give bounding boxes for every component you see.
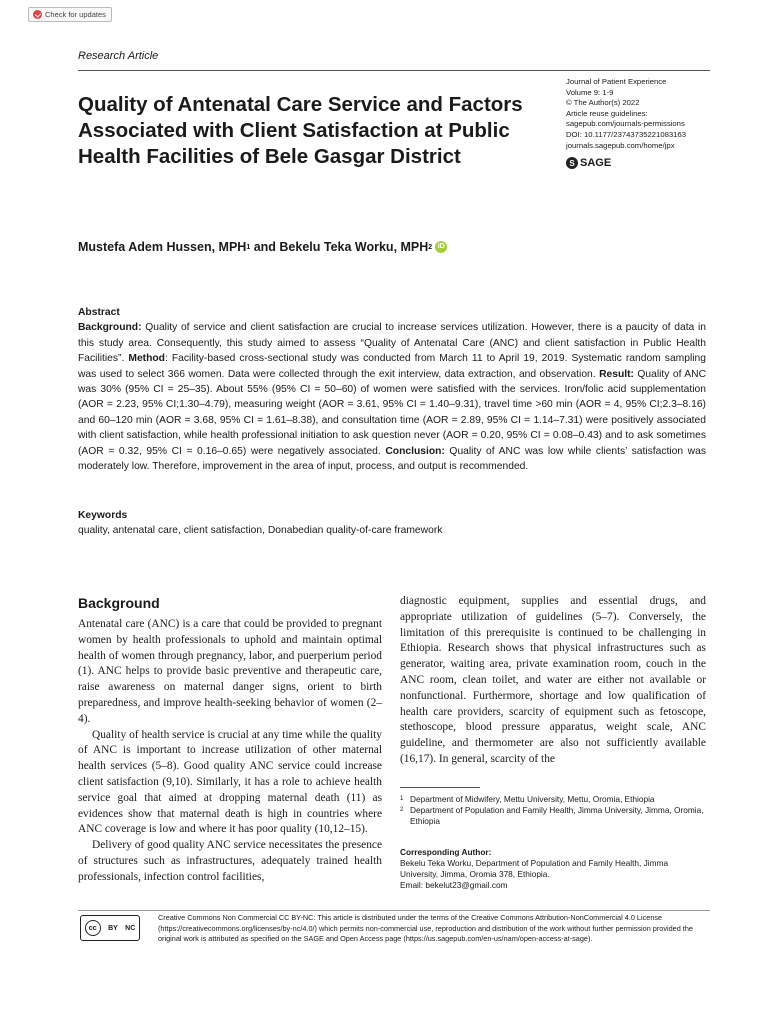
- affiliations: [400, 794, 706, 827]
- header-divider: [78, 70, 710, 71]
- paragraph: Quality of health service is crucial at any time while the quality of ANC is important to increase utilization of other maternal health services (5–8). Good quality ANC service could increase client satisfaction (9,10). Similarly, it has a role to achieve health service goal that aimed at dropping maternal death (11) as evidences show that maternal death is high in countries where ANC coverage is low and where it has poor quality (10,12–15).: [78, 728, 382, 836]
- background-heading: Background: [78, 595, 160, 611]
- corresponding-heading: Corresponding Author:: [400, 847, 492, 857]
- sage-icon: S: [566, 157, 578, 169]
- abstract-method-text: : Facility-based cross-sectional study was conducted from March 11 to April 19, 2019. Systematic random sampling was used to select 366 women. Data were collected through the exit interview, data extraction, and observation.: [78, 353, 706, 380]
- keywords-heading: Keywords: [78, 510, 128, 521]
- copyright: © The Author(s) 2022: [566, 98, 640, 108]
- journal-volume: Volume 9: 1-9: [566, 87, 614, 97]
- abstract-result-label: Result:: [599, 368, 634, 380]
- orcid-icon[interactable]: iD: [435, 241, 447, 253]
- abstract-heading: Abstract: [78, 307, 120, 318]
- publisher-name: SAGE: [580, 157, 612, 169]
- cc-icon: cc: [85, 920, 101, 936]
- paragraph: Delivery of good quality ANC service necessitates the presence of structures such as infrastructures, adequately trained health professionals, infection control facilities,: [78, 839, 382, 883]
- corresponding-author: [400, 847, 706, 891]
- sage-logo: [566, 157, 611, 169]
- affiliation-number: 1: [400, 796, 404, 802]
- paragraph: diagnostic equipment, supplies and essential drugs, and appropriate utilization of guidelines (5–7). Conversely, the limitation of this prerequisite is continued to be challenging in Ethiopia. Research shows that physical infrastructures such as generator, waiting area, private examination room, couch in the ANC room, clean toilet, and water are either not available or nonfunctional. Furthermore, shortage and low qualification of health care providers, scarcity of equipment such as fetoscope, stethoscope, blood pressure apparatus, weight scale, ANC guideline, and thermometer are also not sufficiently available (16,17). In general, scarcity of the: [400, 595, 706, 765]
- paper-title: Quality of Antenatal Care Service and Factors Associated with Client Satisfaction at Public Health Facilities of Bele Gasgar District: [78, 93, 523, 168]
- body-column-right: [400, 594, 706, 768]
- abstract-result-text: Quality of ANC was 30% (95% CI = 25–35). About 55% (95% CI = 50–60) of women were satisfied with the services. Iron/folic acid supplementation (AOR = 2.23, 95% CI;1.30–4.79), measuring weight (AOR = 3.61, 95% CI = 1.40–9.31), travel time >60 min (AOR = 4, 95% CI;2.3–8.16) and 60–120 min (AOR = 3.68, 95% CI = 1.61–8.38), and consultation time (AOR = 2.89, 95% CI = 1.14–7.31) were positively associated with client satisfaction, while health professional initiation to ask question never (AOR = 0.20, 95% CI = 0.08–0.43) and to ask sometimes (AOR = 0.32, 95% CI = 0.16–0.65) were negatively associated.: [78, 368, 707, 457]
- cc-by-nc-logo: [80, 915, 140, 941]
- corresponding-text: Bekelu Teka Worku, Department of Population and Family Health, Jimma University, Jimma, Oromia 378, Ethiopia.: [400, 858, 669, 879]
- nc-label: NC: [125, 924, 136, 932]
- corresponding-email[interactable]: Email: bekelut23@gmail.com: [400, 880, 508, 890]
- journal-info: [566, 77, 686, 151]
- affiliation-text: Department of Midwifery, Mettu University, Mettu, Oromia, Ethiopia: [410, 794, 655, 804]
- abstract-body: [78, 320, 706, 474]
- check-updates-label: Check for updates: [45, 10, 106, 19]
- author-2: Bekelu Teka Worku, MPH: [279, 240, 429, 254]
- article-type: Research Article: [78, 50, 159, 62]
- paragraph: Antenatal care (ANC) is a care that could be provided to pregnant women by health professionals to uphold and maintain optimal health of women through pregnancy, labor, and puerperium period (1). ANC helps to provide basic preventive and therapeutic care, raise awareness on maternal danger signs, orient to birth preparedness, and improve health-seeking behavior of women (2–4).: [78, 618, 382, 725]
- reuse-guidelines: Article reuse guidelines:: [566, 108, 648, 118]
- abstract-conclusion-label: Conclusion:: [385, 445, 445, 457]
- affiliation-text: Department of Population and Family Health, Jimma University, Jimma, Oromia, Ethiopia: [410, 805, 704, 826]
- affiliation: [400, 805, 706, 827]
- affiliation: [400, 794, 706, 805]
- author-2-affil: 2: [428, 243, 433, 251]
- abstract-method-label: Method: [128, 353, 165, 365]
- abstract-background-label: Background:: [78, 322, 142, 334]
- by-label: BY: [108, 924, 118, 932]
- reuse-link[interactable]: sagepub.com/journals-permissions: [566, 119, 685, 129]
- keywords-text: quality, antenatal care, client satisfaction, Donabedian quality-of-care framework: [78, 525, 443, 537]
- author-and: and: [250, 240, 280, 254]
- license-text: Creative Commons Non Commercial CC BY-NC: This article is distributed under the terms of the Creative Commons Attribution-NonCommercial 4.0 License (https://creativecommons.org/licenses/by-nc/4.0/) which permits non-commercial use, reproduction and distribution of the work without further permission provided the original work is attributed as specified on the SAGE and Open Access page (https://us.sagepub.com/en-us/nam/open-access-at-sage).: [158, 913, 693, 943]
- author-1-affil: 1: [246, 243, 251, 251]
- body-column-left: [78, 617, 382, 886]
- abstract: [78, 305, 706, 474]
- author-1: Mustefa Adem Hussen, MPH: [78, 240, 247, 254]
- check-icon: [33, 10, 42, 19]
- footnote-divider: [400, 787, 480, 788]
- affiliation-number: 2: [400, 807, 404, 813]
- journal-home-link[interactable]: journals.sagepub.com/home/jpx: [566, 140, 675, 150]
- check-for-updates-button[interactable]: [28, 7, 112, 22]
- author-line: [78, 240, 447, 254]
- abstract-conclusion-text: Quality of ANC was low while clients’ satisfaction was moderately low. Therefore, improvement in the area of input, process, and output is recommended.: [78, 445, 706, 473]
- abstract-background-text: Quality of service and client satisfaction are crucial to increase services utilization. However, there is a paucity of data in this study area. Consequently, this study aimed to assess “Quality of Antenatal Care (ANC) and client satisfaction in Public Health Facilities”.: [78, 322, 706, 365]
- keywords: [78, 508, 706, 539]
- journal-name: Journal of Patient Experience: [566, 77, 667, 86]
- doi[interactable]: DOI: 10.1177/23743735221083163: [566, 129, 686, 139]
